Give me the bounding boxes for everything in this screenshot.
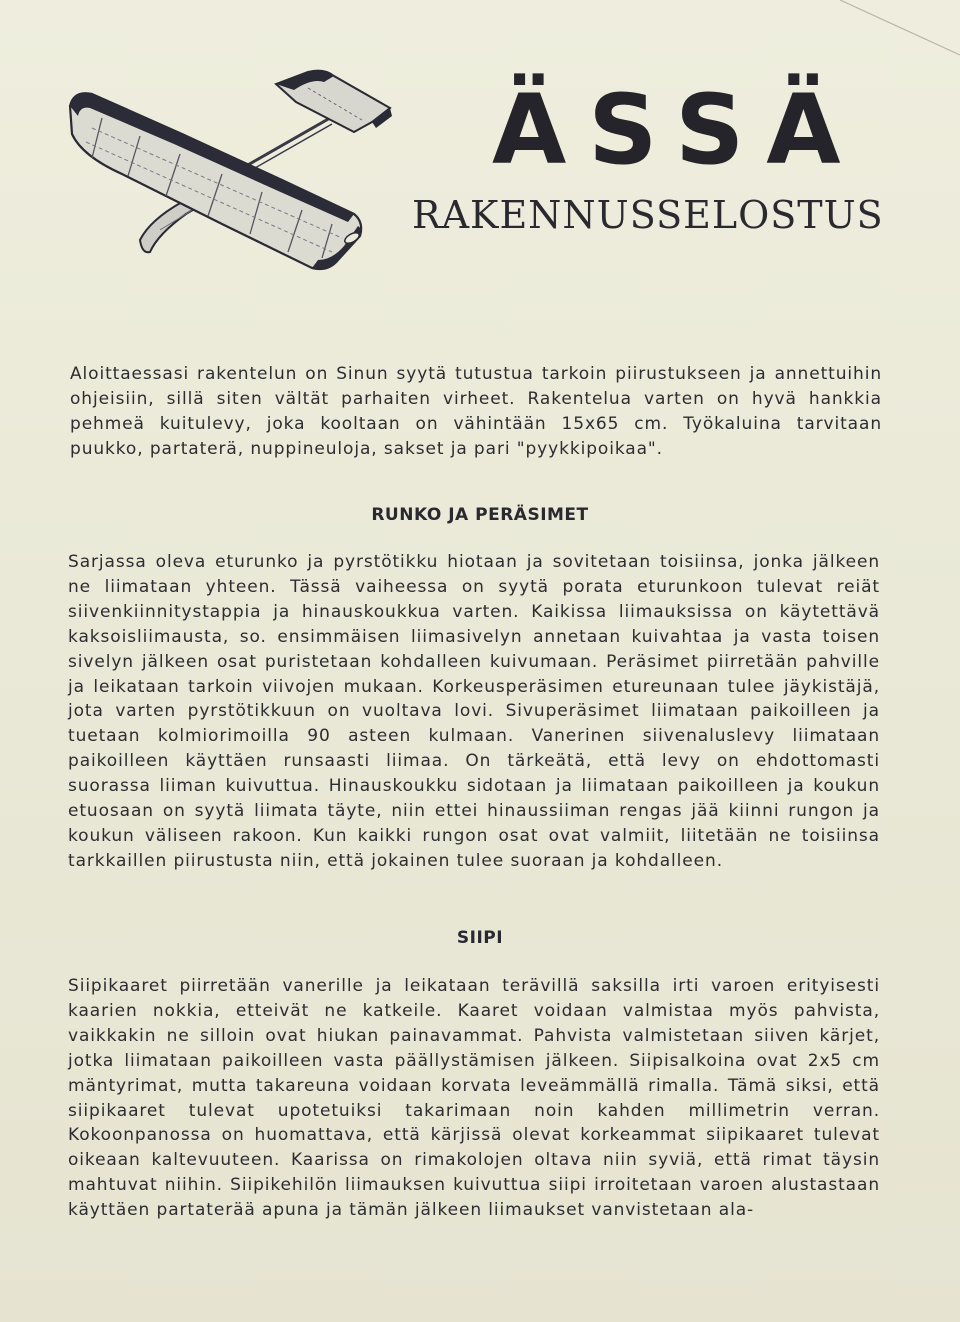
section-text-siipi: Siipikaaret piirretään vanerille ja leikataan terävillä saksilla irti varoen erityisesti kaarien nokkia, etteivät ne katkeile. Kaaret voidaan valmistaa myös pahvista, vaikkakin ne silloin ovat hiukan painavammat. Pahvista valmistetaan siiven kärjet, jotka liimataan paikoilleen vasta päällystämisen jälkeen. Siipisalkoina ovat 2x5 cm mäntyrimat, mutta takareuna voidaan korvata leveämmällä rimalla. Tämä siksi, että siipikaaret tulevat upotetuiksi takarimaan noin kahden millimetrin verran. Kokoonpanossa on huomattava, että kärjissä olevat korkeammat siipikaaret tulevat oikeaan kaltevuuteen. Kaarissa on rimakolojen oltava niin syviä, että rimat täysin mahtuvat niihin. Siipikehilön liimauksen kuivuttua siipi irroitetaan varoen alustastaan käyttäen partaterää apuna ja tämän jälkeen liimaukset vanvistetaan ala-: [68, 976, 880, 1221]
document-title: ÄSSÄ: [492, 74, 863, 186]
section-heading-siipi: SIIPI: [456, 928, 504, 948]
document-subtitle: RAKENNUSSELOSTUS: [412, 193, 884, 237]
intro-paragraph: Aloittaessasi rakentelun on Sinun syytä tutustua tarkoin piirustukseen ja annettuihin ohjeisiin, sillä siten vältät parhaiten virheet. Rakentelua varten on hyvä hankkia pehmeä kuitulevy, joka kooltaan on vähintään 15x65 cm. Työkaluina tarvitaan puukko, partaterä, nuppineuloja, sakset ja pari "pyykkipoikaa".: [70, 364, 882, 459]
glider-illustration: [62, 62, 402, 282]
section-heading-runko: RUNKO JA PERÄSIMET: [371, 505, 589, 525]
section-text-runko: Sarjassa oleva eturunko ja pyrstötikku hiotaan ja sovitetaan toisiinsa, jonka jälkeen ne liimataan yhteen. Tässä vaiheessa on syytä porata eturunkoon tulevat reiät siivenkiinnitystappia ja hinauskoukkua varten. Kaikissa liimauksissa on käytettävä kaksoisliimausta, so. ensimmäisen liimasivelyn annetaan kuivahtaa ja vasta toisen sivelyn jälkeen osat puristetaan kohdalleen kuivumaan. Peräsimet piirretään pahville ja leikataan tarkoin viivojen mukaan. Korkeusperäsimen etureunaan tulee jäykistäjä, jota varten pyrstötikkuun on vuoltava lovi. Sivuperäsimet liimataan paikoilleen ja tuetaan kolmiorimoilla 90 asteen kulmaan. Vanerinen siivenaluslevy liimataan paikoilleen käyttäen runsaasti liimaa. On tärkeätä, että levy on ehdottomasti suorassa liiman kuivuttua. Hinauskoukku sidotaan ja liimataan paikoilleen ja koukun etuosaan on syytä liimata täyte, niin ettei hinaussiiman rengas jää kiinni rungon ja koukun väliseen rakoon. Kun kaikki rungon osat ovat valmiit, liitetään ne toisiinsa tarkkaillen piirustusta niin, että jokainen tulee suoraan ja kohdalleen.: [68, 552, 880, 871]
